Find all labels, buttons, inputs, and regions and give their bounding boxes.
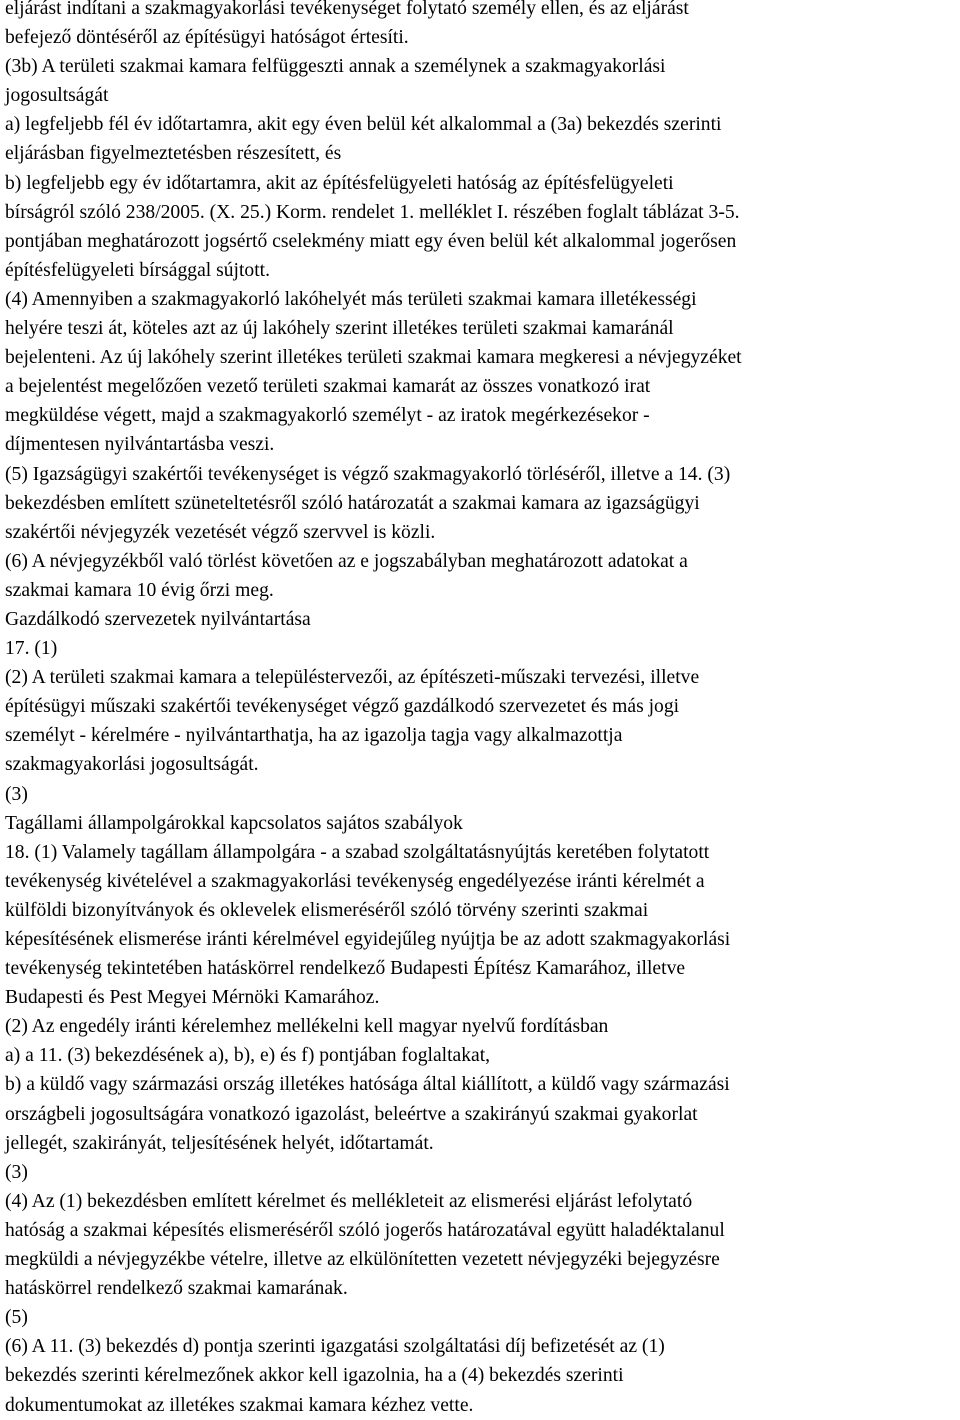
text-line: eljárást indítani a szakmagyakorlási tevékenységet folytató személy ellen, és az eljárást bbox=[5, 0, 689, 19]
text-line: 17. (1) bbox=[5, 638, 58, 660]
text-line: jellegét, szakirányát, teljesítésének helyét, időtartamát. bbox=[5, 1132, 434, 1154]
text-line: személyt - kérelmére - nyilvántarthatja, ha az igazolja tagja vagy alkalmazottja bbox=[5, 725, 623, 747]
text-line: (2) Az engedély iránti kérelemhez mellékelni kell magyar nyelvű fordításban bbox=[5, 1016, 609, 1038]
text-line: Tagállami állampolgárokkal kapcsolatos sajátos szabályok bbox=[5, 812, 463, 834]
text-line: b) legfeljebb egy év időtartamra, akit az építésfelügyeleti hatóság az építésfelügyeleti bbox=[5, 172, 674, 194]
text-line: (3) bbox=[5, 1161, 28, 1183]
text-line: (2) A területi szakmai kamara a településtervezői, az építészeti-műszaki tervezési, illetve bbox=[5, 667, 700, 689]
text-line: Budapesti és Pest Megyei Mérnöki Kamarához. bbox=[5, 987, 380, 1009]
text-line: a) legfeljebb fél év időtartamra, akit egy éven belül két alkalommal a (3a) bekezdés szerinti bbox=[5, 114, 722, 136]
text-line: helyére teszi át, köteles azt az új lakóhely szerint illetékes területi szakmai kamaránál bbox=[5, 318, 674, 340]
text-line: (6) A névjegyzékből való törlést követően az e jogszabályban meghatározott adatokat a bbox=[5, 550, 688, 572]
text-line: (3) bbox=[5, 783, 28, 805]
text-line: (5) bbox=[5, 1307, 28, 1329]
text-line: országbeli jogosultságára vonatkozó igazolást, beleértve a szakirányú szakmai gyakorlat bbox=[5, 1103, 698, 1125]
text-line: tevékenység kivételével a szakmagyakorlási tevékenység engedélyezése iránti kérelmét a bbox=[5, 870, 705, 892]
text-line: szakmai kamara 10 évig őrzi meg. bbox=[5, 579, 274, 601]
document-text bbox=[5, 0, 954, 1420]
text-line: eljárásban figyelmeztetésben részesített, és bbox=[5, 143, 342, 165]
text-line: b) a küldő vagy származási ország illetékes hatósága által kiállított, a küldő vagy származási bbox=[5, 1074, 730, 1096]
text-line: (3b) A területi szakmai kamara felfüggeszti annak a személynek a szakmagyakorlási bbox=[5, 56, 666, 78]
text-line: a) a 11. (3) bekezdésének a), b), e) és f) pontjában foglaltakat, bbox=[5, 1045, 491, 1067]
text-line: (4) Amennyiben a szakmagyakorló lakóhelyét más területi szakmai kamara illetékességi bbox=[5, 288, 697, 310]
text-line: pontjában meghatározott jogsértő cselekmény miatt egy éven belül két alkalommal jogerősen bbox=[5, 230, 737, 252]
text-line: hatóság a szakmai képesítés elismeréséről szóló jogerős határozatával együtt haladéktalanul bbox=[5, 1219, 725, 1241]
text-line: a bejelentést megelőzően vezető területi szakmai kamarát az összes vonatkozó irat bbox=[5, 376, 651, 398]
text-line: megküldése végett, majd a szakmagyakorló személyt - az iratok megérkezésekor - bbox=[5, 405, 650, 427]
text-line: (5) Igazságügyi szakértői tevékenységet is végző szakmagyakorló törléséről, illetve a 14. (3) bbox=[5, 463, 731, 485]
text-line: hatáskörrel rendelkező szakmai kamarának. bbox=[5, 1278, 348, 1300]
text-line: Gazdálkodó szervezetek nyilvántartása bbox=[5, 608, 311, 630]
text-line: 18. (1) Valamely tagállam állampolgára - a szabad szolgáltatásnyújtás keretében folytatott bbox=[5, 841, 710, 863]
text-line: szakértői névjegyzék vezetését végző szervvel is közli. bbox=[5, 521, 436, 543]
text-line: tevékenység tekintetében hatáskörrel rendelkező Budapesti Építész Kamarához, illetve bbox=[5, 958, 686, 980]
text-line: építésügyi műszaki szakértői tevékenységet végző gazdálkodó szervezetet és más jogi bbox=[5, 696, 680, 718]
text-line: bejelenteni. Az új lakóhely szerint illetékes területi szakmai kamara megkeresi a névjegyzéket bbox=[5, 347, 742, 369]
text-line: építésfelügyeleti bírsággal sújtott. bbox=[5, 259, 270, 281]
text-line: bekezdésben említett szüneteltetésről szóló határozatát a szakmai kamara az igazságügyi bbox=[5, 492, 700, 514]
text-line: megküldi a névjegyzékbe vételre, illetve az elkülönítetten vezetett névjegyzéki bejegyzésre bbox=[5, 1249, 720, 1271]
text-line: befejező döntéséről az építésügyi hatóságot értesíti. bbox=[5, 27, 409, 49]
text-line: dokumentumokat az illetékes szakmai kamara kézhez vette. bbox=[5, 1394, 474, 1416]
text-line: külföldi bizonyítványok és oklevelek elismeréséről szóló törvény szerinti szakmai bbox=[5, 899, 649, 921]
text-line: (4) Az (1) bekezdésben említett kérelmet és mellékleteit az elismerési eljárást lefolytató bbox=[5, 1190, 693, 1212]
text-line: díjmentesen nyilvántartásba veszi. bbox=[5, 434, 275, 456]
text-line: (6) A 11. (3) bekezdés d) pontja szerinti igazgatási szolgáltatási díj befizetését az (1) bbox=[5, 1336, 665, 1358]
text-line: képesítésének elismerése iránti kérelmével egyidejűleg nyújtja be az adott szakmagyakorlási bbox=[5, 929, 731, 950]
text-line: szakmagyakorlási jogosultságát. bbox=[5, 754, 259, 776]
text-line: jogosultságát bbox=[5, 85, 109, 107]
text-line: bekezdés szerinti kérelmezőnek akkor kell igazolnia, ha a (4) bekezdés szerinti bbox=[5, 1365, 624, 1387]
text-line: bírságról szóló 238/2005. (X. 25.) Korm. rendelet 1. melléklet I. részében foglalt táblázat 3-5. bbox=[5, 201, 740, 223]
